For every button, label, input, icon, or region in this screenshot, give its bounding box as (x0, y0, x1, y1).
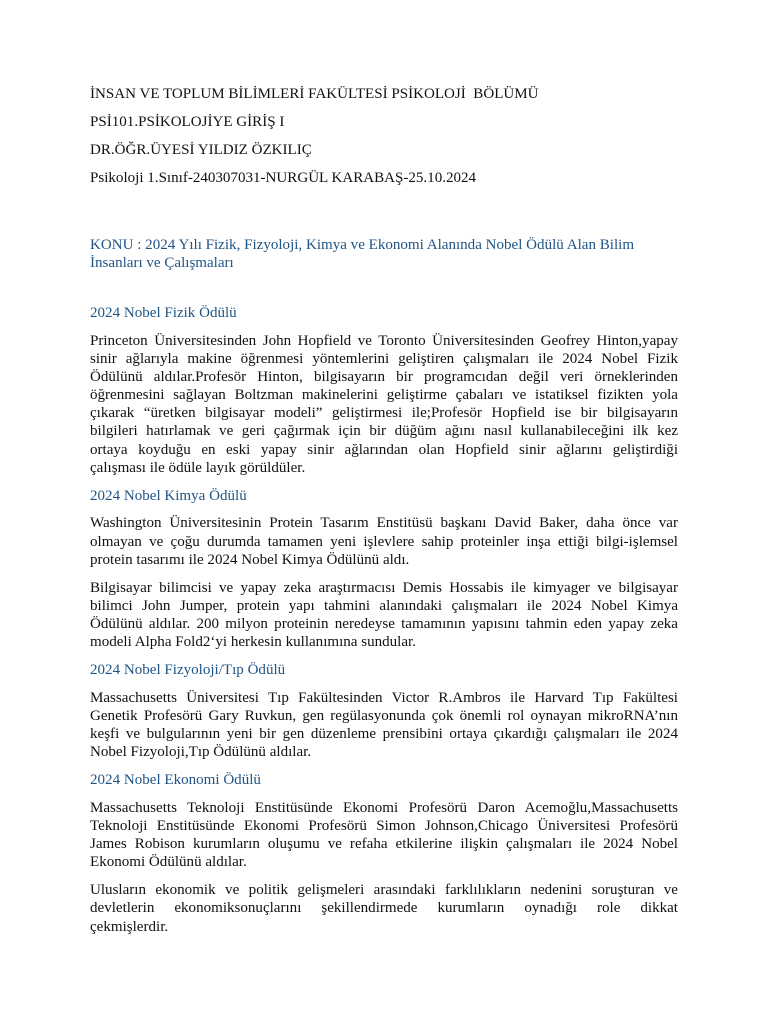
paragraph (90, 689, 678, 762)
section-economics-prize (90, 771, 678, 936)
paragraph-line: öğrenmesini sağlayan Boltzman makinelerini geliştirme çabaları ve istatiksel fizikten yola (90, 387, 678, 404)
faculty-department-line: İNSAN VE TOPLUM BİLİMLERİ FAKÜLTESİ PSİKOLOJİ BÖLÜMÜ (90, 86, 539, 102)
paragraph (90, 514, 678, 568)
paragraph-line: çıkarak “üretken bilgisayar modeli” geliştirmesi ile;Profesör Hopfield ise bir bilgisayarın (90, 405, 678, 422)
paragraph (90, 881, 678, 935)
paragraph-line: Princeton Üniversitesinden John Hopfield ve Toronto Üniversitesinden Geofrey Hinton,yapay (90, 332, 678, 349)
paragraph-line: sinir ağlarıyla makine öğrenmesi yöntemlerini geliştiren çalışmaları ile 2024 Nobel Fizik (90, 350, 678, 367)
paragraph-line: Massachusetts Üniversitesi Tıp Fakültesinden Victor R.Ambros ile Harvard Tıp Fakültesi (90, 689, 678, 706)
student-info-line: Psikoloji 1.Sınıf-240307031-NURGÜL KARABAŞ-25.10.2024 (90, 170, 477, 186)
topic-heading: KONU : 2024 Yılı Fizik, Fizyoloji, Kimya ve Ekonomi Alanında Nobel Ödülü Alan Bilim İnsanları ve Çalışmaları (90, 236, 635, 272)
paragraph-line: James Robison kurumların oluşumu ve refaha etkilerine ilişkin çalışmaları ile 2024 Nobel (90, 836, 678, 853)
section-heading: 2024 Nobel Kimya Ödülü (90, 487, 247, 504)
paragraph-line: Ödülünü aldılar.Profesör Hinton, bilgisayarın bir programcıdan değil veri örneklerinden (90, 368, 678, 385)
course-code-line: PSİ101.PSİKOLOJİYE GİRİŞ I (90, 114, 285, 130)
paragraph-line: olmayan ve çoğu durumda tamamen yeni işlevlere sahip proteinler inşa ettiği bilgi-işlemsel (90, 533, 678, 550)
paragraph-line: modeli Alpha Fold2‘yi herkesin kullanımına sundular. (90, 634, 416, 651)
section-physiology-medicine-prize (90, 661, 678, 761)
paragraph (90, 332, 678, 477)
paragraph-line: çalışması ile ödüle layık görüldüler. (90, 459, 306, 476)
paragraph-line: Ödülünü aldılar. 200 milyon proteinin neredeyse tamamının yapısını tahmin eden yapay zeka (90, 615, 678, 632)
paragraph-line: Ekonomi Ödülünü aldılar. (90, 854, 247, 871)
instructor-line: DR.ÖĞR.ÜYESİ YILDIZ ÖZKILIÇ (90, 142, 312, 158)
paragraph-line: bilgileri hatırlamak ve geri çağırmak için bir düğüm ağını nasıl kullanabileceğini ilk kez (90, 423, 678, 440)
paragraph-line: protein tasarımı ile 2024 Nobel Kimya Ödülünü aldı. (90, 551, 410, 568)
paragraph-line: Massachusetts Teknoloji Enstitüsünde Ekonomi Profesörü Daron Acemoğlu,Massachusetts (90, 799, 678, 816)
section-physics-prize (90, 304, 678, 477)
section-heading: 2024 Nobel Ekonomi Ödülü (90, 772, 261, 789)
paragraph-line: Nobel Fizyoloji,Tıp Ödülünü aldılar. (90, 744, 312, 761)
section-heading: 2024 Nobel Fizyoloji/Tıp Ödülü (90, 661, 286, 678)
paragraph-line: Genetik Profesörü Gary Ruvkun, gen regülasyonunda çok önemli rol oynayan mikroRNA’nın (90, 707, 678, 724)
paragraph-line: Washington Üniversitesinin Protein Tasarım Enstitüsü başkanı David Baker, daha önce var (90, 515, 678, 532)
document-body (90, 85, 678, 945)
paragraph-line: keşfi ve bulgularının yeni bir gen düzenleme prensibini ortaya çıkardığı çalışmaları ile 2024 (90, 726, 678, 743)
paragraph-line: bilimci John Jumper, protein yapı tahmini alanındaki çalışmaları ile 2024 Nobel Kimya (90, 597, 678, 614)
paragraph-line: ortaya koyduğu en eski yapay sinir ağlarından olan Hopfield sinir ağlarını geliştirdiği (90, 441, 678, 458)
paragraph (90, 579, 678, 652)
paragraph (90, 799, 678, 872)
paragraph-line: devletlerin ekonomiksonuçlarını şekillendirmede kurumların oynadığı role dikkat (90, 900, 678, 917)
course-header (90, 85, 678, 187)
paragraph-line: Bilgisayar bilimcisi ve yapay zeka araştırmacısı Demis Hossabis ile kimyager ve bilgisayar (90, 579, 678, 596)
paragraph-line: Teknoloji Enstitüsünde Ekonomi Profesörü Simon Johnson,Chicago Üniversitesi Profesörü (90, 818, 678, 835)
section-heading: 2024 Nobel Fizik Ödülü (90, 304, 237, 321)
paragraph-line: çekmişlerdir. (90, 918, 169, 935)
paragraph-line: Ulusların ekonomik ve politik gelişmeleri arasındaki farklılıkların nedenini soruşturan ve (90, 882, 678, 899)
section-chemistry-prize (90, 487, 678, 652)
